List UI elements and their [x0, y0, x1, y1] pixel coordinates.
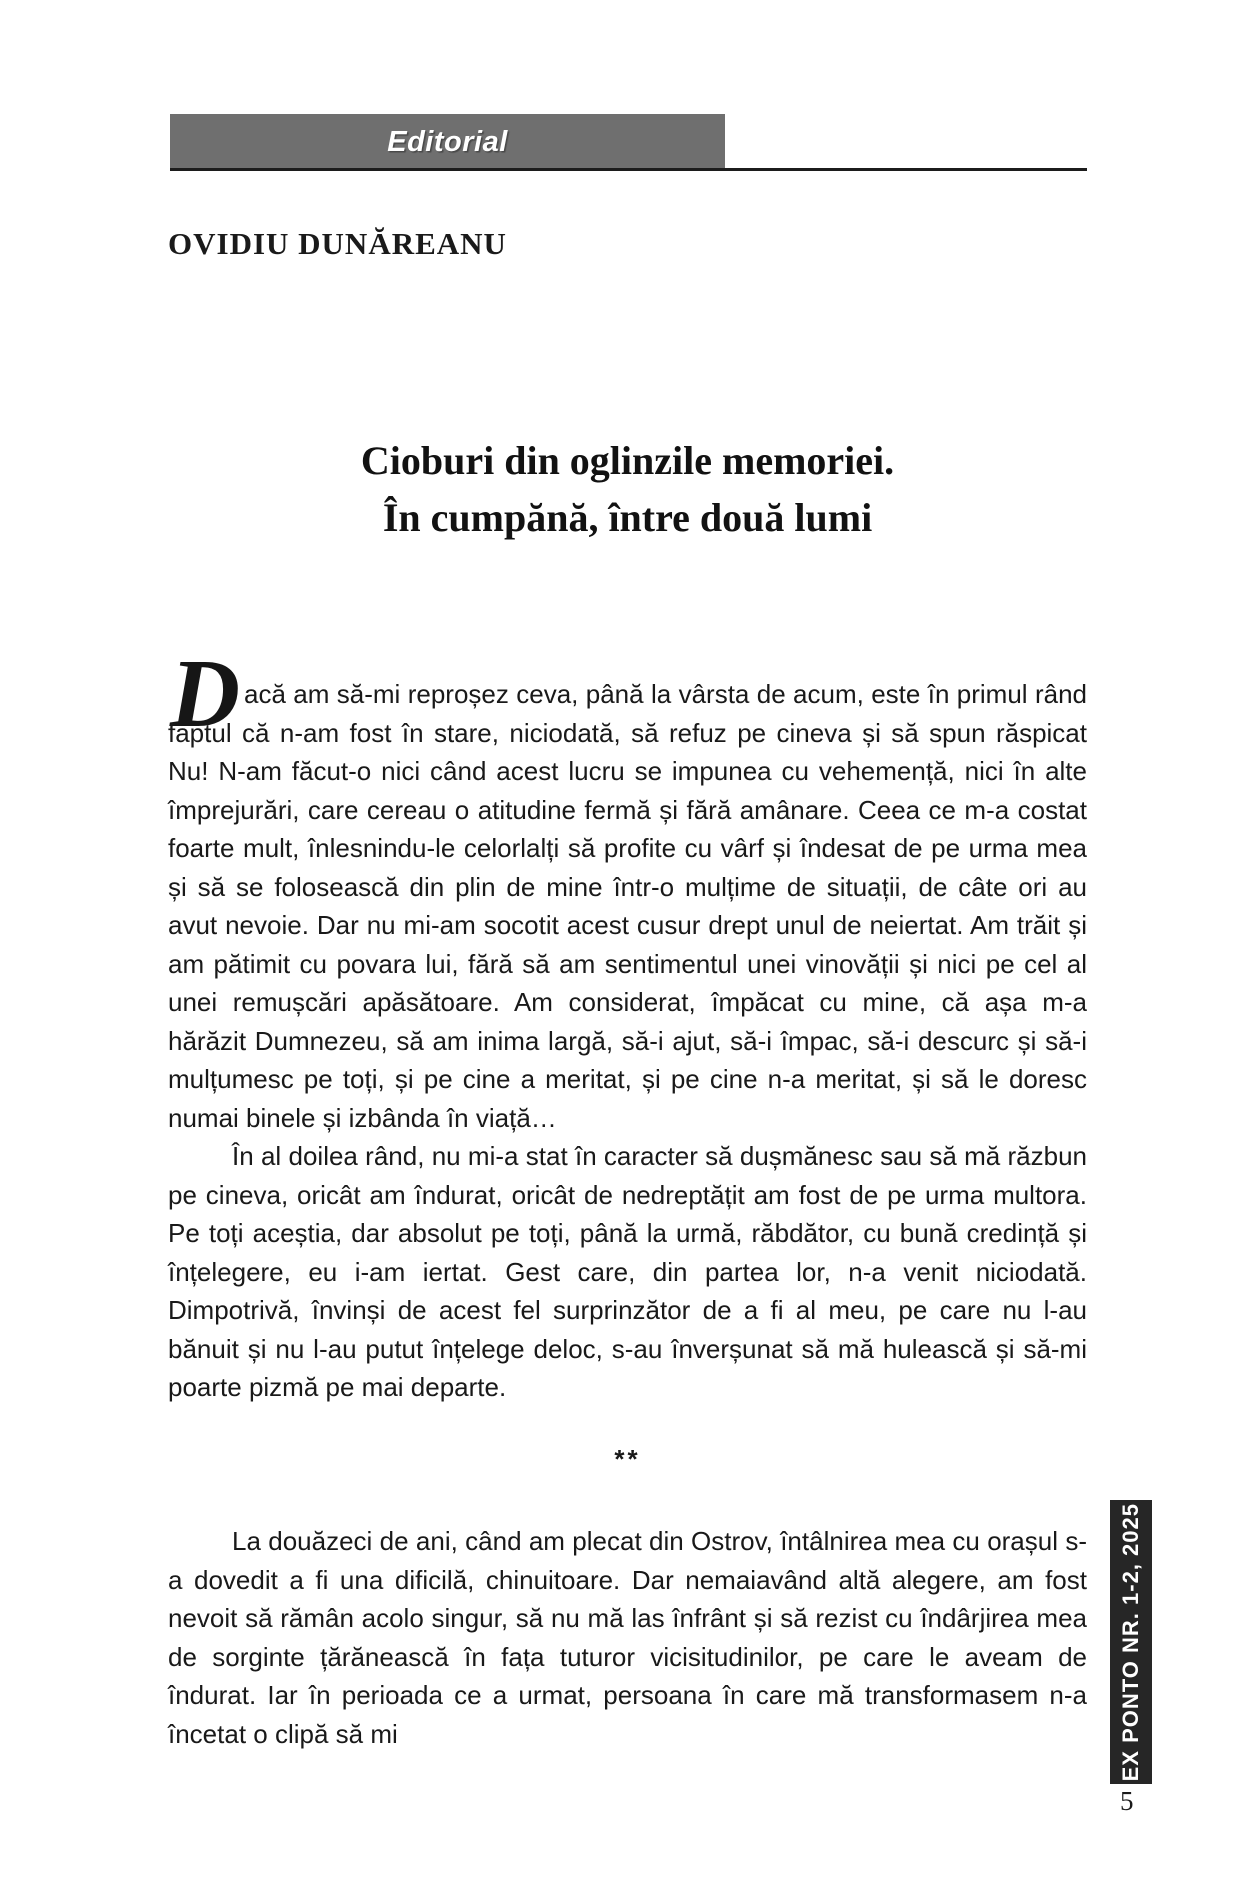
author-name: OVIDIU DUNĂREANU	[168, 226, 507, 261]
page-number: 5	[1120, 1786, 1134, 1816]
journal-issue-label: EX PONTO NR. 1-2, 2025	[1118, 1502, 1143, 1782]
dropcap-letter: D	[170, 640, 241, 747]
paragraph: acă am să-mi reproșez ceva, până la vârsta de acum, este în primul rând faptul că n-am fost în stare, niciodată, să refuz pe cineva și să spun răspicat Nu! N-am făcut-o nici când acest lucru se impunea cu vehemență, nici în alte împrejurări, care cereau o atitudine fermă și fără amânare. Ceea ce m-a costat foarte mult, înlesnindu-le celorlalți să profite cu vârf și îndesat de pe urma mea și să se folosească din plin de mine într-o mulțime de situații, de câte ori au avut nevoie. Dar nu mi-am socotit acest cusur drept unul de neiertat. Am trăit și am pătimit cu povara lui, fără să am sentimentul unei vinovății și nici pe cel al unei remușcări apăsătoare. Am considerat, împăcat cu mine, că așa m-a hărăzit Dumnezeu, să am inima largă, să-i ajut, să-i împac, să-i descurc și să-i mulțumesc pe toți, și pe cine a meritat, și pe cine n-a meritat, și să le doresc numai binele și izbânda în viață…	[168, 679, 1087, 1133]
article-title-line2: În cumpănă, între două lumi	[382, 495, 873, 540]
paragraph: La douăzeci de ani, când am plecat din Ostrov, întâlnirea mea cu orașul s-a dovedit a fi una dificilă, chinuitoare. Dar nemaiavând altă alegere, am fost nevoit să rămân acolo singur, să nu mă las înfrânt și să rezist cu îndârjirea mea de sorginte țărănească în fața tuturor vicisitudinilor, pe care le aveam de îndurat. Iar în perioada ce a urmat, persoana în care mă transformasem n-a încetat o clipă să mi	[168, 1526, 1087, 1749]
article-title-line1: Cioburi din oglinzile memoriei.	[360, 438, 895, 483]
journal-spine-bar	[1110, 1500, 1152, 1784]
paragraph: În al doilea rând, nu mi-a stat în caracter să dușmănesc sau să mă răzbun pe cineva, oricât am îndurat, oricât de nedreptățit am fost de pe urma multora. Pe toți aceștia, dar absolut pe toți, până la urmă, răbdător, cu bună credință și înțelegere, eu i-am iertat. Gest care, din partea lor, n-a venit niciodată. Dimpotrivă, învinși de acest fel surprinzător de a fi al meu, pe care nu l-au bănuit și nu l-au putut înțelege deloc, s-au înverșunat să mă hulească și să-mi poarte pizmă pe mai departe.	[168, 1141, 1087, 1402]
section-separator: **	[614, 1443, 641, 1474]
article-title	[168, 432, 1087, 546]
section-header-bar	[170, 114, 725, 170]
section-label: Editorial	[387, 125, 508, 158]
article-body	[168, 675, 1087, 1753]
header-rule	[170, 168, 1087, 171]
